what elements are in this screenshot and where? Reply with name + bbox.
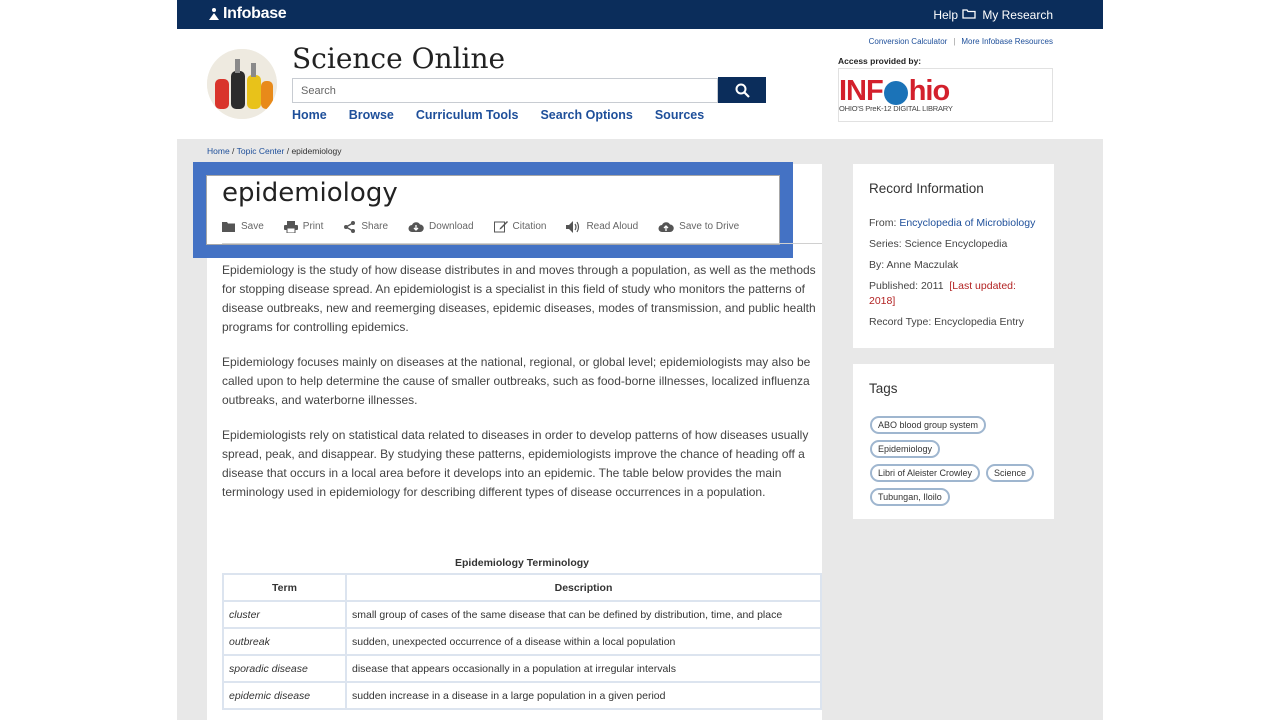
share-icon [343,221,356,233]
my-research-label: My Research [982,8,1053,22]
table-row [223,628,821,655]
main-nav [292,108,726,122]
breadcrumb-topic-center[interactable]: Topic Center [236,146,285,156]
utility-links [869,37,1053,46]
article-body [222,261,822,518]
term-cell: sporadic disease [223,655,346,682]
save-label: Save [241,221,264,232]
folder-icon [962,8,976,22]
read-aloud-button[interactable] [566,220,638,233]
article-paragraph: Epidemiologists rely on statistical data related to diseases in order to develop patterns of how diseases usually spread, peak, and disappear. By studying these patterns, epidemiologists improve the chance of heading off a disease that occurs in a local area before it develops into an epidemic. The table below provides the main terminology used in epidemiology for describing different types of disease occurrences in a population. [222,428,809,499]
term-cell: outbreak [223,628,346,655]
citation-label: Citation [512,221,547,232]
tag-item[interactable]: Epidemiology [870,440,940,458]
print-label: Print [302,221,324,232]
description-cell: disease that appears occasionally in a population at irregular intervals [346,655,821,682]
record-last-updated: [Last updated: 2018] [869,280,1016,307]
tag-item[interactable]: Tubungan, Iloilo [870,488,950,506]
record-info-card [853,164,1054,348]
tag-item[interactable]: ABO blood group system [870,416,986,434]
infobase-logo[interactable] [207,5,286,23]
tags-card [853,364,1054,519]
record-type: Record Type: Encyclopedia Entry [869,316,1025,328]
save-to-drive-label: Save to Drive [679,221,740,232]
article-paragraph: Epidemiology focuses mainly on diseases at the national, regional, or global level; epidemiologists may also be called upon to help determine the cause of smaller outbreaks, such as food-borne illnesses, localized influenza outbreaks, and waterborne illnesses. [222,355,811,407]
cloud-download-icon [408,221,424,233]
term-cell: epidemic disease [223,682,346,709]
cloud-upload-icon [658,221,674,233]
table-row [223,682,821,709]
record-author: By: Anne Maczulak [869,259,959,271]
more-resources-link[interactable]: More Infobase Resources [961,37,1053,46]
citation-button[interactable] [494,220,547,233]
description-cell: sudden, unexpected occurrence of a disease within a local population [346,628,821,655]
save-button[interactable] [222,220,264,233]
description-cell: sudden increase in a disease in a large population in a given period [346,682,821,709]
table-row [223,655,821,682]
column-header-description: Description [346,574,821,601]
speaker-icon [566,221,581,233]
record-from [869,213,1044,234]
page-title: epidemiology [222,178,398,208]
tags-heading: Tags [869,381,898,396]
nav-curriculum-tools[interactable]: Curriculum Tools [415,108,519,122]
table-header-row [223,574,821,601]
infohio-logo[interactable] [838,68,1053,122]
terminology-table [222,573,822,710]
nav-browse[interactable]: Browse [348,108,394,122]
breadcrumb-home[interactable]: Home [207,146,230,156]
print-button[interactable] [284,220,324,233]
search-button[interactable] [718,77,766,103]
tag-item[interactable]: Libri of Aleister Crowley [870,464,980,482]
help-link[interactable]: Help [933,8,958,22]
share-label: Share [361,221,389,232]
nav-search-options[interactable]: Search Options [540,108,633,122]
column-header-term: Term [223,574,346,601]
search-input[interactable]: Search [292,78,718,103]
infohio-o-icon [884,81,908,105]
table-row [223,601,821,628]
folder-icon [222,221,236,232]
conversion-calculator-link[interactable]: Conversion Calculator [868,37,948,46]
record-info-heading: Record Information [869,181,984,196]
read-aloud-label: Read Aloud [586,221,639,232]
nav-home[interactable]: Home [292,108,327,122]
edit-icon [494,220,508,233]
infohio-wordmark: INF hio [839,75,950,107]
access-label: Access provided by: [838,56,922,66]
divider [222,243,822,244]
my-research-link[interactable] [962,8,1053,22]
tag-item[interactable]: Science [986,464,1034,482]
nav-sources[interactable]: Sources [654,108,705,122]
breadcrumb-separator: / [284,146,292,156]
breadcrumb-separator: / [229,146,237,156]
breadcrumb [207,146,342,156]
record-published [869,276,1044,312]
site-title[interactable]: Science Online [292,42,506,75]
science-online-logo[interactable] [207,49,277,119]
breadcrumb-current: epidemiology [291,146,342,156]
save-to-drive-button[interactable] [658,220,739,233]
description-cell: small group of cases of the same disease that can be defined by distribution, time, and place [346,601,821,628]
download-button[interactable] [408,220,473,233]
search-icon [735,83,750,98]
brand-label: Infobase [223,5,287,22]
page [177,0,1103,720]
download-label: Download [429,221,474,232]
tag-list [870,416,1050,506]
infobase-mark-icon [207,7,221,21]
top-bar [177,0,1103,29]
record-source-link[interactable]: Encyclopedia of Microbiology [899,217,1036,229]
article-toolbar [222,220,759,233]
table-caption: Epidemiology Terminology [455,557,589,569]
record-info-list [869,213,1044,333]
infohio-subtitle: OHIO'S PreK-12 DIGITAL LIBRARY [839,104,953,113]
printer-icon [284,221,298,233]
article-paragraph: Epidemiology is the study of how disease distributes in and moves through a population, as well as the methods for stopping disease spread. An epidemiologist is a specialist in this field of study who monitors the patterns of disease outbreaks, new and reemerging diseases, epidemic diseases, modes of transmission, and public health programs for controlling epidemics. [222,263,816,334]
record-published-date: Published: 2011 [869,280,944,292]
record-series: Series: Science Encyclopedia [869,238,1008,250]
term-cell: cluster [223,601,346,628]
link-divider: | [953,37,956,46]
record-from-label: From: [869,217,900,229]
share-button[interactable] [343,220,388,233]
